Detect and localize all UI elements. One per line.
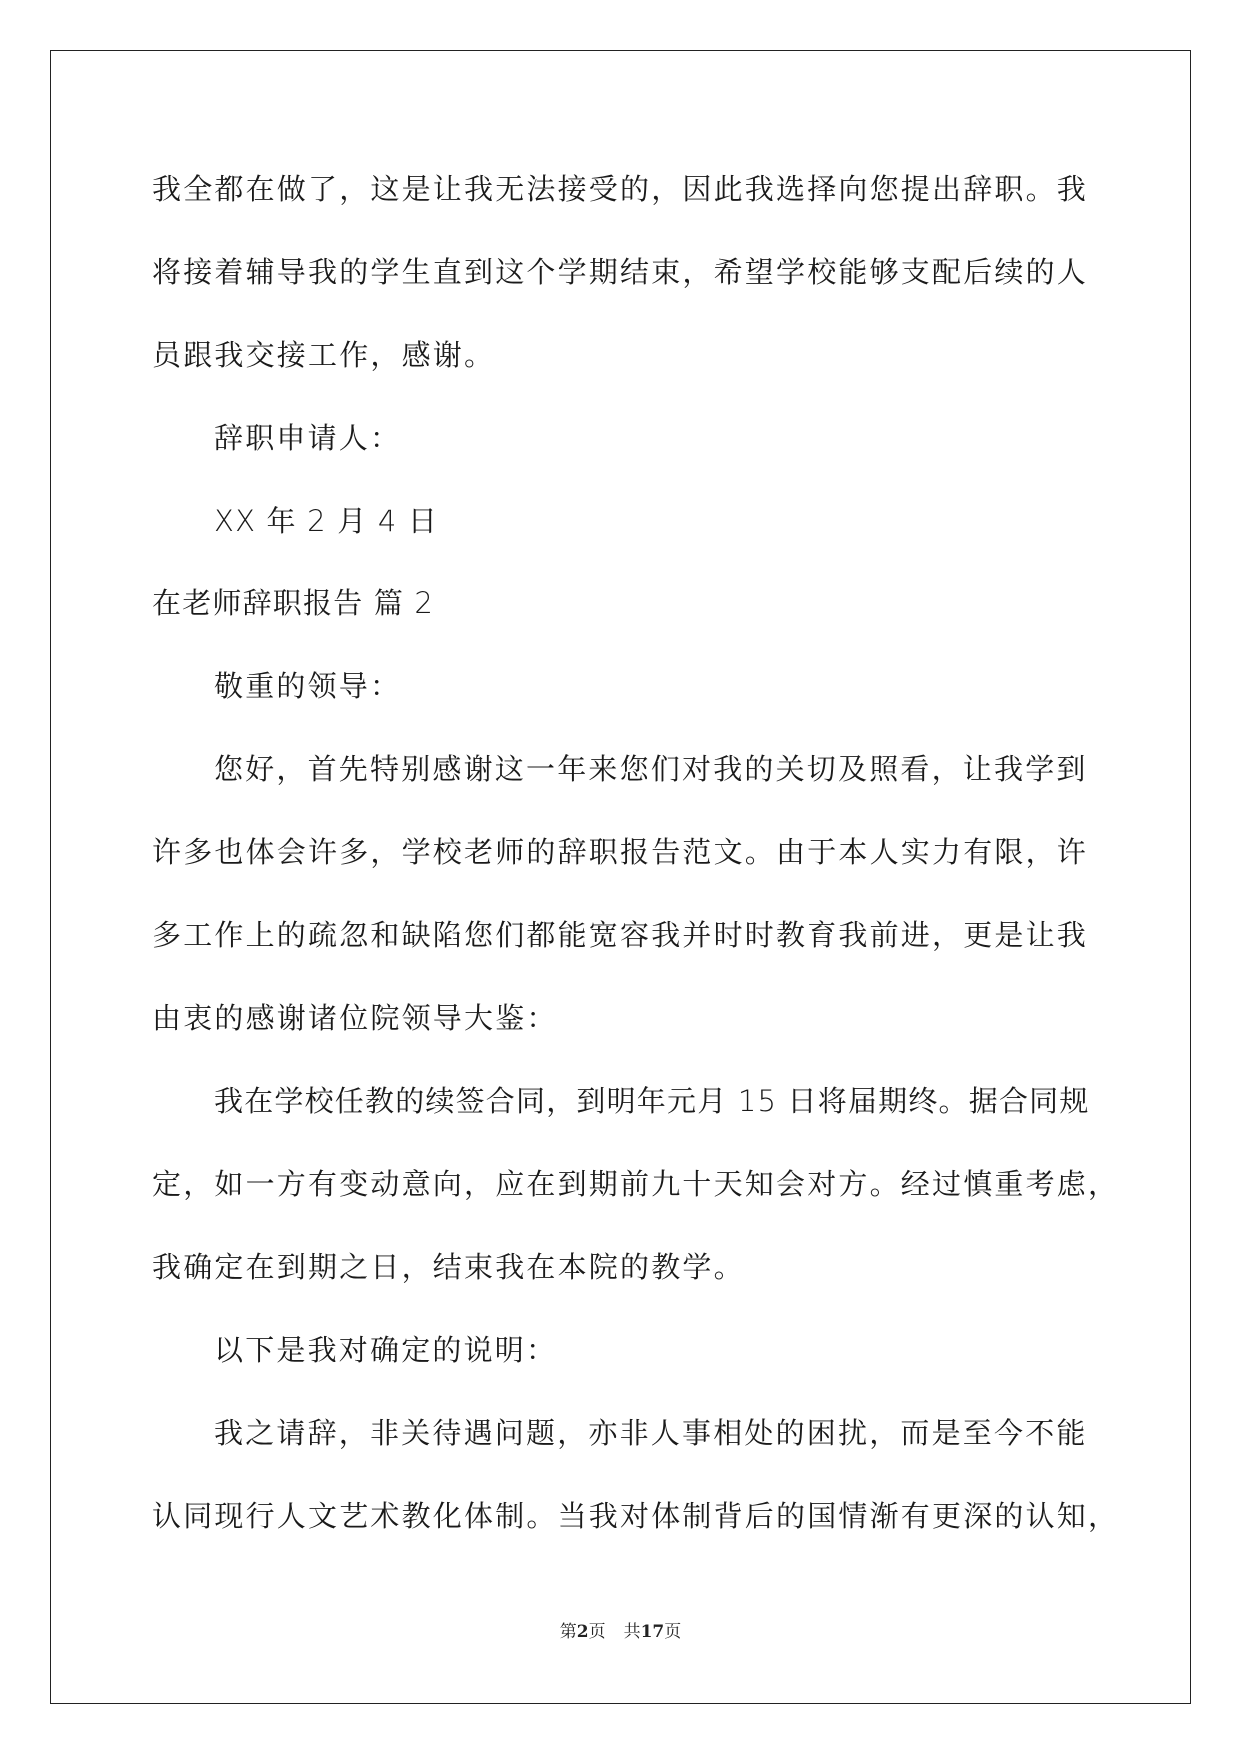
- paragraph-line-1: 我全都在做了，这是让我无法接受的，因此我选择向您提出辞职。我: [152, 172, 1089, 206]
- section-heading: 在老师辞职报告 篇 2: [152, 586, 435, 620]
- total-prefix: 共: [623, 1622, 641, 1642]
- page-footer: [0, 1617, 1241, 1642]
- salutation: 敬重的领导：: [214, 669, 402, 703]
- applicant-label: 辞职申请人：: [214, 421, 402, 455]
- paragraph-line-5: 许多也体会许多，学校老师的辞职报告范文。由于本人实力有限，许: [152, 835, 1089, 869]
- paragraph-line-3: 员跟我交接工作，感谢。: [152, 338, 496, 372]
- paragraph-line-7: 由衷的感谢诸位院领导大鉴：: [152, 1001, 558, 1035]
- paragraph-line-9: 定，如一方有变动意向，应在到期前九十天知会对方。经过慎重考虑，: [152, 1167, 1120, 1201]
- page-prefix: 第: [559, 1622, 577, 1642]
- paragraph-line-2: 将接着辅导我的学生直到这个学期结束，希望学校能够支配后续的人: [152, 255, 1089, 289]
- paragraph-line-8: 我在学校任教的续签合同，到明年元月 15 日将届期终。据合同规: [214, 1084, 1090, 1118]
- paragraph-line-4: 您好，首先特别感谢这一年来您们对我的关切及照看，让我学到: [214, 752, 1088, 786]
- date-line: XX 年 2 月 4 日: [214, 504, 439, 538]
- page-border: [50, 50, 1191, 1704]
- paragraph-line-13: 认同现行人文艺术教化体制。当我对体制背后的国情渐有更深的认知，: [152, 1499, 1120, 1533]
- paragraph-line-6: 多工作上的疏忽和缺陷您们都能宽容我并时时教育我前进，更是让我: [152, 918, 1089, 952]
- paragraph-line-12: 我之请辞，非关待遇问题，亦非人事相处的困扰，而是至今不能: [214, 1416, 1088, 1450]
- total-suffix: 页: [664, 1622, 682, 1642]
- paragraph-line-11: 以下是我对确定的说明：: [214, 1333, 558, 1367]
- total-pages: 17: [640, 1622, 665, 1642]
- page-suffix: 页: [588, 1622, 606, 1642]
- paragraph-line-10: 我确定在到期之日，结束我在本院的教学。: [152, 1250, 745, 1284]
- page-number: 2: [576, 1622, 589, 1642]
